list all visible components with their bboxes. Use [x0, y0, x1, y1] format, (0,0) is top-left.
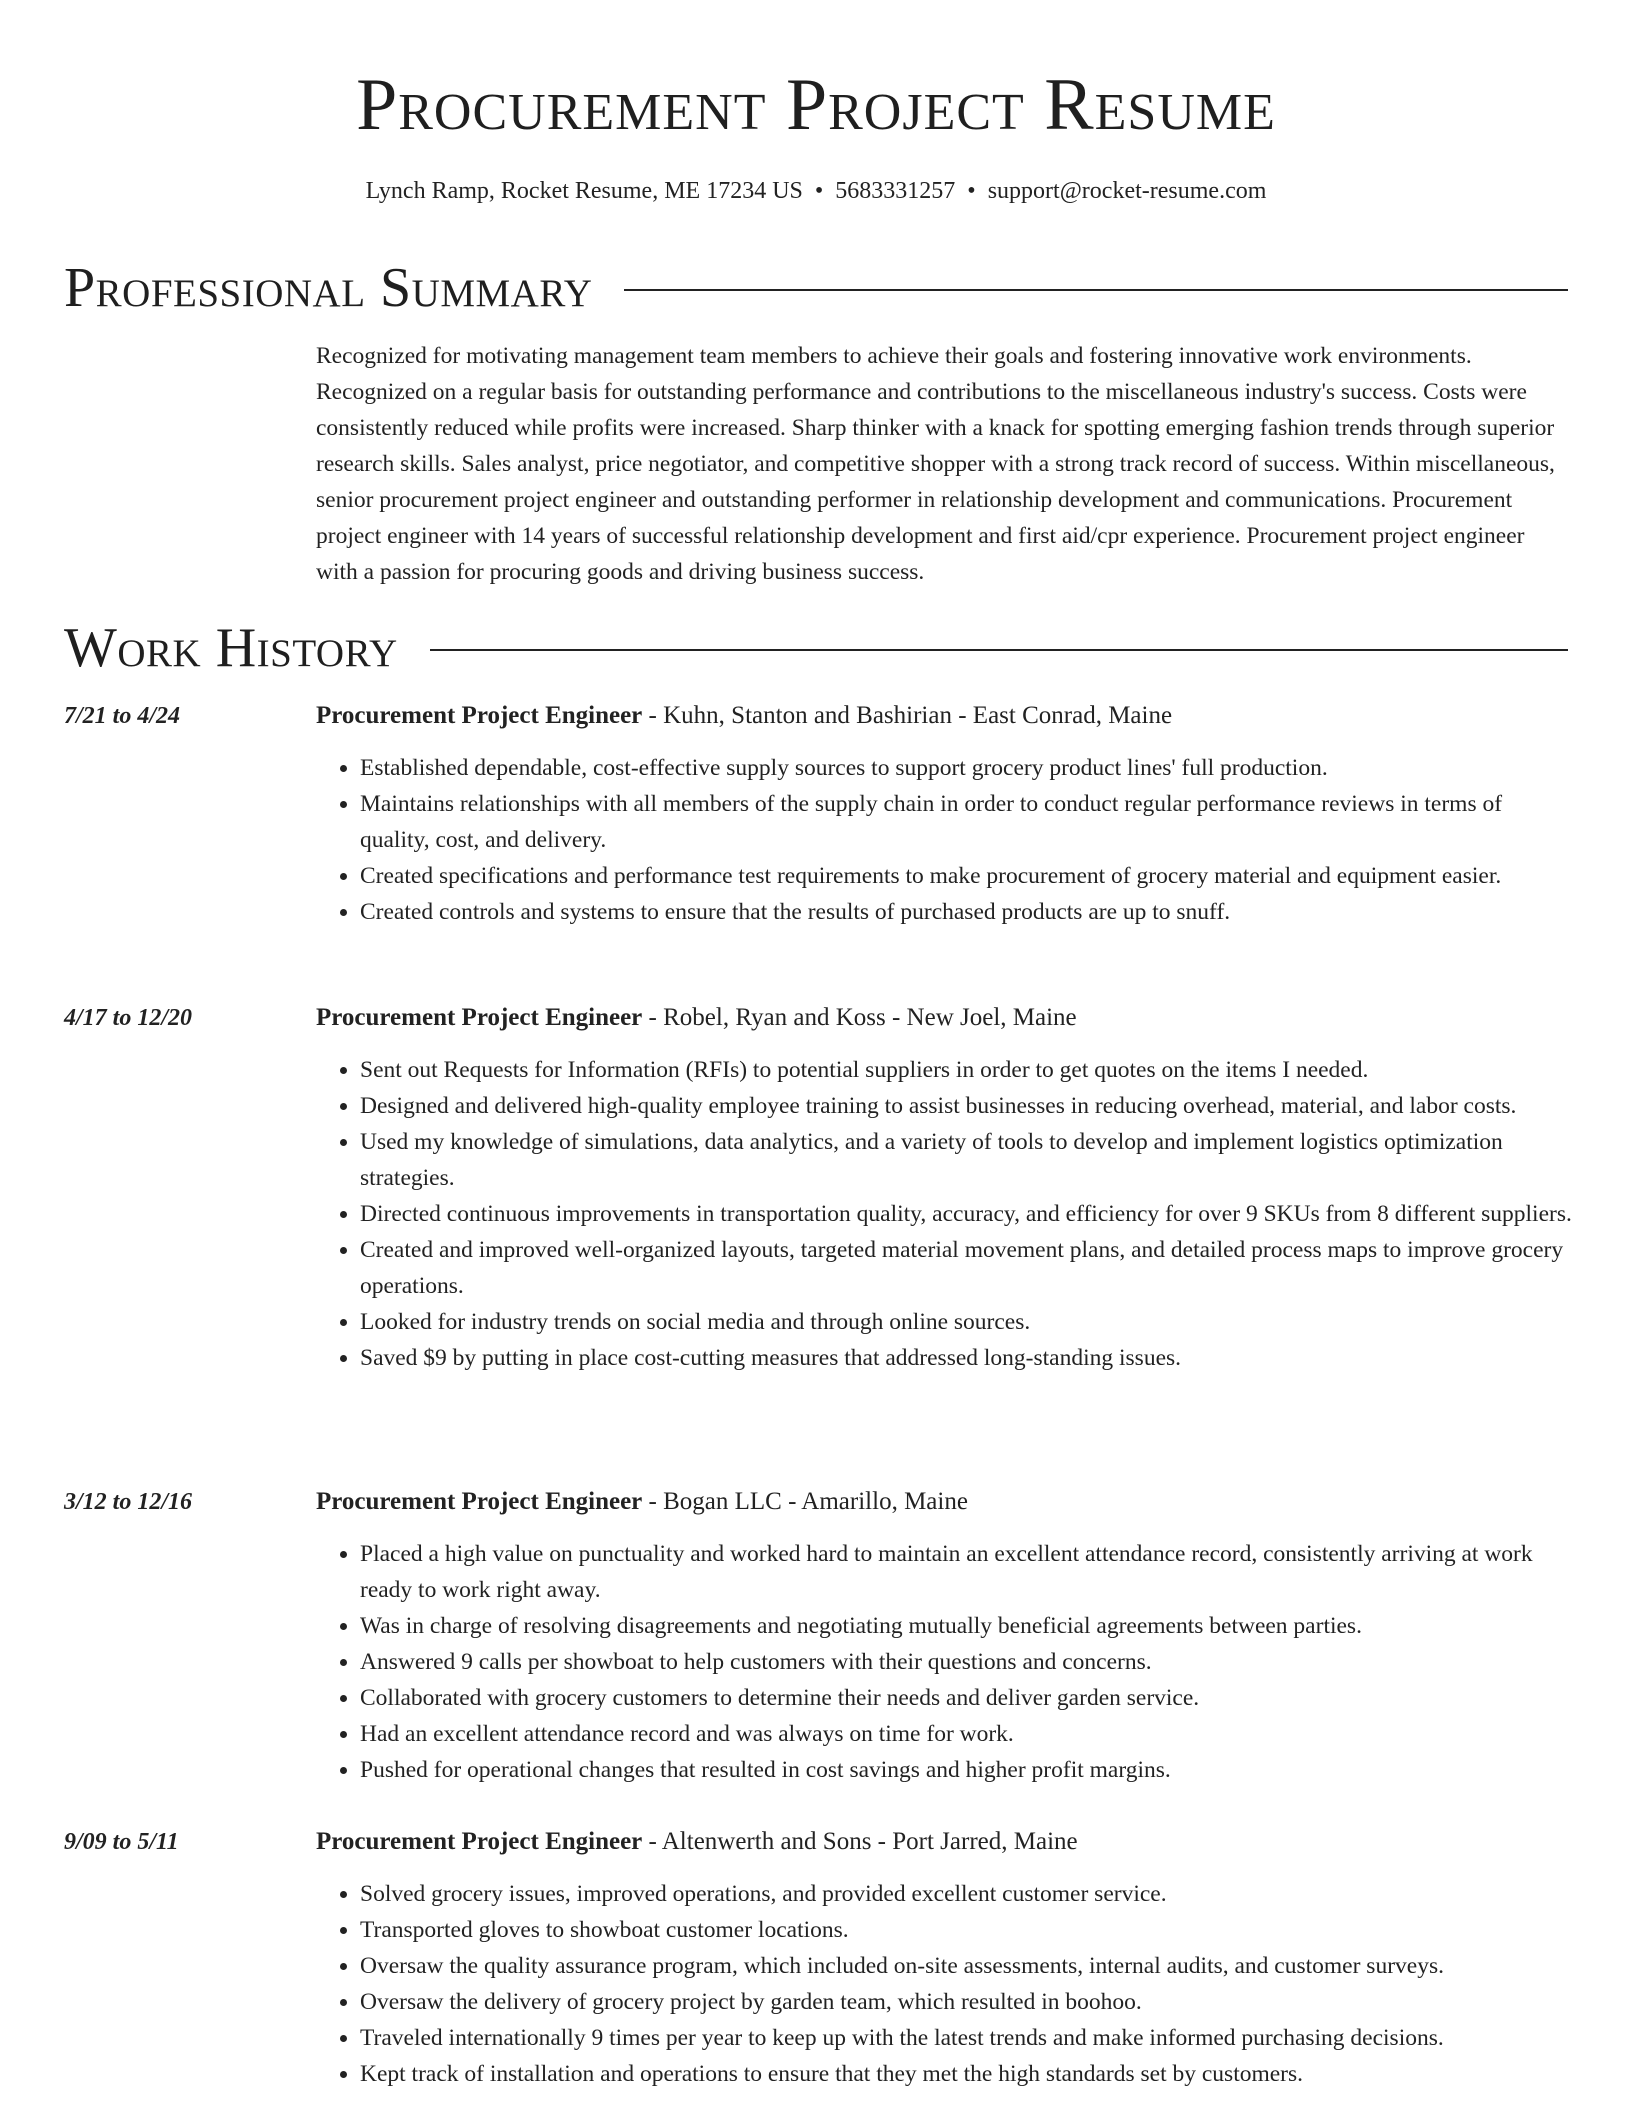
- job-bullet: • Created and improved well-organized layouts, targeted material movement plans, and detailed process maps to improve grocery operations.: [360, 1232, 1572, 1304]
- job-bullet: • Answered 9 calls per showboat to help customers with their questions and concerns.: [360, 1644, 1572, 1680]
- job-bullet: • Directed continuous improvements in transportation quality, accuracy, and efficiency for over 9 SKUs from 8 different suppliers.: [360, 1196, 1572, 1232]
- job-bullet: • Collaborated with grocery customers to determine their needs and deliver garden service.: [360, 1680, 1572, 1716]
- job-bullet: • Solved grocery issues, improved operations, and provided excellent customer service.: [360, 1876, 1572, 1912]
- job-bullets: [316, 1536, 1572, 1788]
- job-dates: 3/12 to 12/16: [64, 1489, 193, 1515]
- contact-separator: •: [814, 178, 824, 204]
- job-bullet: • Placed a high value on punctuality and worked hard to maintain an excellent attendance record, consistently arriving at work ready to work right away.: [360, 1536, 1572, 1608]
- contact-phone: 5683331257: [835, 178, 956, 204]
- job-heading: [316, 1826, 1078, 1858]
- job-dates: 9/09 to 5/11: [64, 1829, 179, 1855]
- job-bullet: • Sent out Requests for Information (RFIs) to potential suppliers in order to get quotes on the items I needed.: [360, 1052, 1572, 1088]
- job-details: - Bogan LLC - Amarillo, Maine: [642, 1488, 968, 1515]
- job-bullet: • Established dependable, cost-effective supply sources to support grocery product lines' full production.: [360, 750, 1572, 786]
- contact-address: Lynch Ramp, Rocket Resume, ME 17234 US: [365, 178, 803, 204]
- work-heading: Work History: [64, 617, 398, 679]
- contact-email: support@rocket-resume.com: [987, 178, 1267, 204]
- job-bullet: • Maintains relationships with all members of the supply chain in order to conduct regular performance reviews in terms of quality, cost, and delivery.: [360, 786, 1572, 858]
- contact-line: [0, 176, 1632, 206]
- job-bullet: • Designed and delivered high-quality employee training to assist businesses in reducing overhead, material, and labor costs.: [360, 1088, 1572, 1124]
- summary-section-header: [64, 258, 1568, 318]
- job-bullet: • Traveled internationally 9 times per year to keep up with the latest trends and make informed purchasing decisions.: [360, 2020, 1572, 2056]
- job-bullet: • Oversaw the quality assurance program, which included on-site assessments, internal audits, and customer surveys.: [360, 1948, 1572, 1984]
- job-heading: [316, 1002, 1077, 1034]
- job-bullet: • Used my knowledge of simulations, data analytics, and a variety of tools to develop and implement logistics optimization strategies.: [360, 1124, 1572, 1196]
- job-title: Procurement Project Engineer: [316, 1828, 643, 1855]
- job-bullet: • Created controls and systems to ensure that the results of purchased products are up to snuff.: [360, 894, 1572, 930]
- job-title: Procurement Project Engineer: [316, 1004, 643, 1031]
- job-bullet: • Created specifications and performance test requirements to make procurement of grocery material and equipment easier.: [360, 858, 1572, 894]
- job-heading: [316, 1486, 968, 1518]
- job-dates: 4/17 to 12/20: [64, 1005, 193, 1031]
- job-bullet: • Kept track of installation and operations to ensure that they met the high standards set by customers.: [360, 2056, 1572, 2092]
- section-divider: [430, 649, 1568, 651]
- job-bullet: • Had an excellent attendance record and was always on time for work.: [360, 1716, 1572, 1752]
- summary-text: Recognized for motivating management team members to achieve their goals and fostering innovative work environments. Recognized on a regular basis for outstanding performance and contributions to the miscellaneous industry's success. Costs were consistently reduced while profits were increased. Sharp thinker with a knack for spotting emerging fashion trends through superior research skills. Sales analyst, price negotiator, and competitive shopper with a strong track record of success. Within miscellaneous, senior procurement project engineer and outstanding performer in relationship development and communications. Procurement project engineer with 14 years of successful relationship development and first aid/cpr experience. Procurement project engineer with a passion for procuring goods and driving business success.: [316, 343, 1555, 585]
- job-heading: [316, 700, 1172, 732]
- job-details: - Kuhn, Stanton and Bashirian - East Conrad, Maine: [642, 702, 1173, 729]
- job-details: - Altenwerth and Sons - Port Jarred, Maine: [642, 1828, 1078, 1855]
- job-bullets: [316, 750, 1572, 930]
- job-bullet: • Saved $9 by putting in place cost-cutting measures that addressed long-standing issues.: [360, 1340, 1572, 1376]
- summary-heading: Professional Summary: [64, 257, 593, 319]
- resume-title: Procurement Project Resume: [356, 64, 1276, 146]
- job-bullet: • Looked for industry trends on social media and through online sources.: [360, 1304, 1572, 1340]
- section-divider: [624, 289, 1568, 291]
- job-details: - Robel, Ryan and Koss - New Joel, Maine: [642, 1004, 1077, 1031]
- job-bullets: [316, 1876, 1572, 2092]
- job-bullet: • Transported gloves to showboat customer locations.: [360, 1912, 1572, 1948]
- job-bullet: • Was in charge of resolving disagreements and negotiating mutually beneficial agreements between parties.: [360, 1608, 1572, 1644]
- job-bullet: • Pushed for operational changes that resulted in cost savings and higher profit margins.: [360, 1752, 1572, 1788]
- contact-separator: •: [967, 178, 976, 204]
- job-title: Procurement Project Engineer: [316, 702, 643, 729]
- job-bullet: • Oversaw the delivery of grocery project by garden team, which resulted in boohoo.: [360, 1984, 1572, 2020]
- work-section-header: [64, 618, 1568, 678]
- job-dates: 7/21 to 4/24: [64, 703, 181, 729]
- job-title: Procurement Project Engineer: [316, 1488, 643, 1515]
- job-bullets: [316, 1052, 1572, 1376]
